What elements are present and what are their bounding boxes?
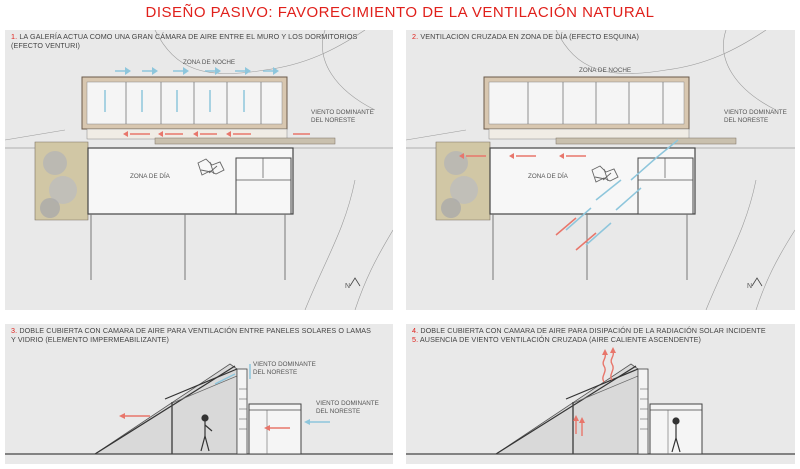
panel-4-section-radiation: [406, 324, 795, 464]
panel-3-viento-label-b: [316, 400, 379, 415]
panel-2-viento-label: [724, 109, 787, 124]
panel-1-zona-dia-label: ZONA DE DÍA: [130, 173, 170, 180]
panel-1-plan-venturi: [5, 30, 393, 310]
panel-2-plan-cross-ventilation: [406, 30, 795, 310]
panel-2-caption-line-1: VENTILACION CRUZADA EN ZONA DE DÍA (EFECTO ESQUINA): [420, 32, 639, 41]
panel-1-north-label: N: [345, 283, 351, 290]
panel-2-viento-line-1: VIENTO DOMINANTE: [724, 109, 787, 116]
panel-3-viento-a-line-1: VIENTO DOMINANTE: [253, 361, 316, 368]
panel-3-viento-a-line-2: DEL NORESTE: [253, 368, 298, 376]
panel-1-viento-label: [311, 109, 374, 124]
panel-3-viento-label-a: [253, 361, 316, 376]
panel-1-zona-noche-label: ZONA DE NOCHE: [183, 59, 236, 66]
panel-2-zona-dia-label: ZONA DE DÍA: [528, 173, 568, 180]
panel-3-caption-line-1: DOBLE CUBIERTA CON CAMARA DE AIRE PARA VENTILACIÓN ENTRE PANELES SOLARES O LAMAS: [19, 326, 372, 335]
panel-2-zona-noche-label: ZONA DE NOCHE: [579, 67, 632, 74]
panel-1-drawing: [5, 30, 393, 310]
page-title: DISEÑO PASIVO: FAVORECIMIENTO DE LA VENTILACIÓN NATURAL: [145, 4, 655, 21]
panel-5-number: 5.: [412, 334, 419, 344]
panel-1-viento-line-2: DEL NORESTE: [311, 116, 356, 124]
panel-4-drawing: [406, 324, 795, 464]
panel-3-viento-b-line-1: VIENTO DOMINANTE: [316, 400, 379, 407]
panel-4-caption-line-1: DOBLE CUBIERTA CON CAMARA DE AIRE PARA DISIPACIÓN DE LA RADIACIÓN SOLAR INCIDENTE: [420, 326, 766, 335]
panel-2-north-label: N: [747, 283, 753, 290]
panel-2-number: 2.: [412, 32, 419, 41]
panel-4-number: 4.: [412, 326, 419, 335]
panel-3-number: 3.: [11, 326, 18, 335]
panel-3-caption-line-2: Y VIDRIO (ELEMENTO IMPERMEABILIZANTE): [11, 334, 169, 344]
panel-1-number: 1.: [11, 32, 18, 41]
panel-3-viento-b-line-2: DEL NORESTE: [316, 407, 361, 415]
panel-1-caption-line-2: (EFECTO VENTURI): [11, 40, 80, 50]
panel-1-viento-line-1: VIENTO DOMINANTE: [311, 109, 374, 116]
panel-1-caption-line-1: LA GALERÍA ACTUA COMO UNA GRAN CÁMARA DE AIRE ENTRE EL MURO Y LOS DORMITORIOS: [19, 32, 358, 41]
panel-5-caption-line-1: AUSENCIA DE VIENTO VENTILACIÓN CRUZADA (AIRE CALIENTE ASCENDENTE): [419, 334, 702, 344]
panel-3-section-double-roof: [5, 324, 393, 464]
panel-3-drawing: [5, 324, 393, 464]
panel-2-viento-line-2: DEL NORESTE: [724, 116, 769, 124]
